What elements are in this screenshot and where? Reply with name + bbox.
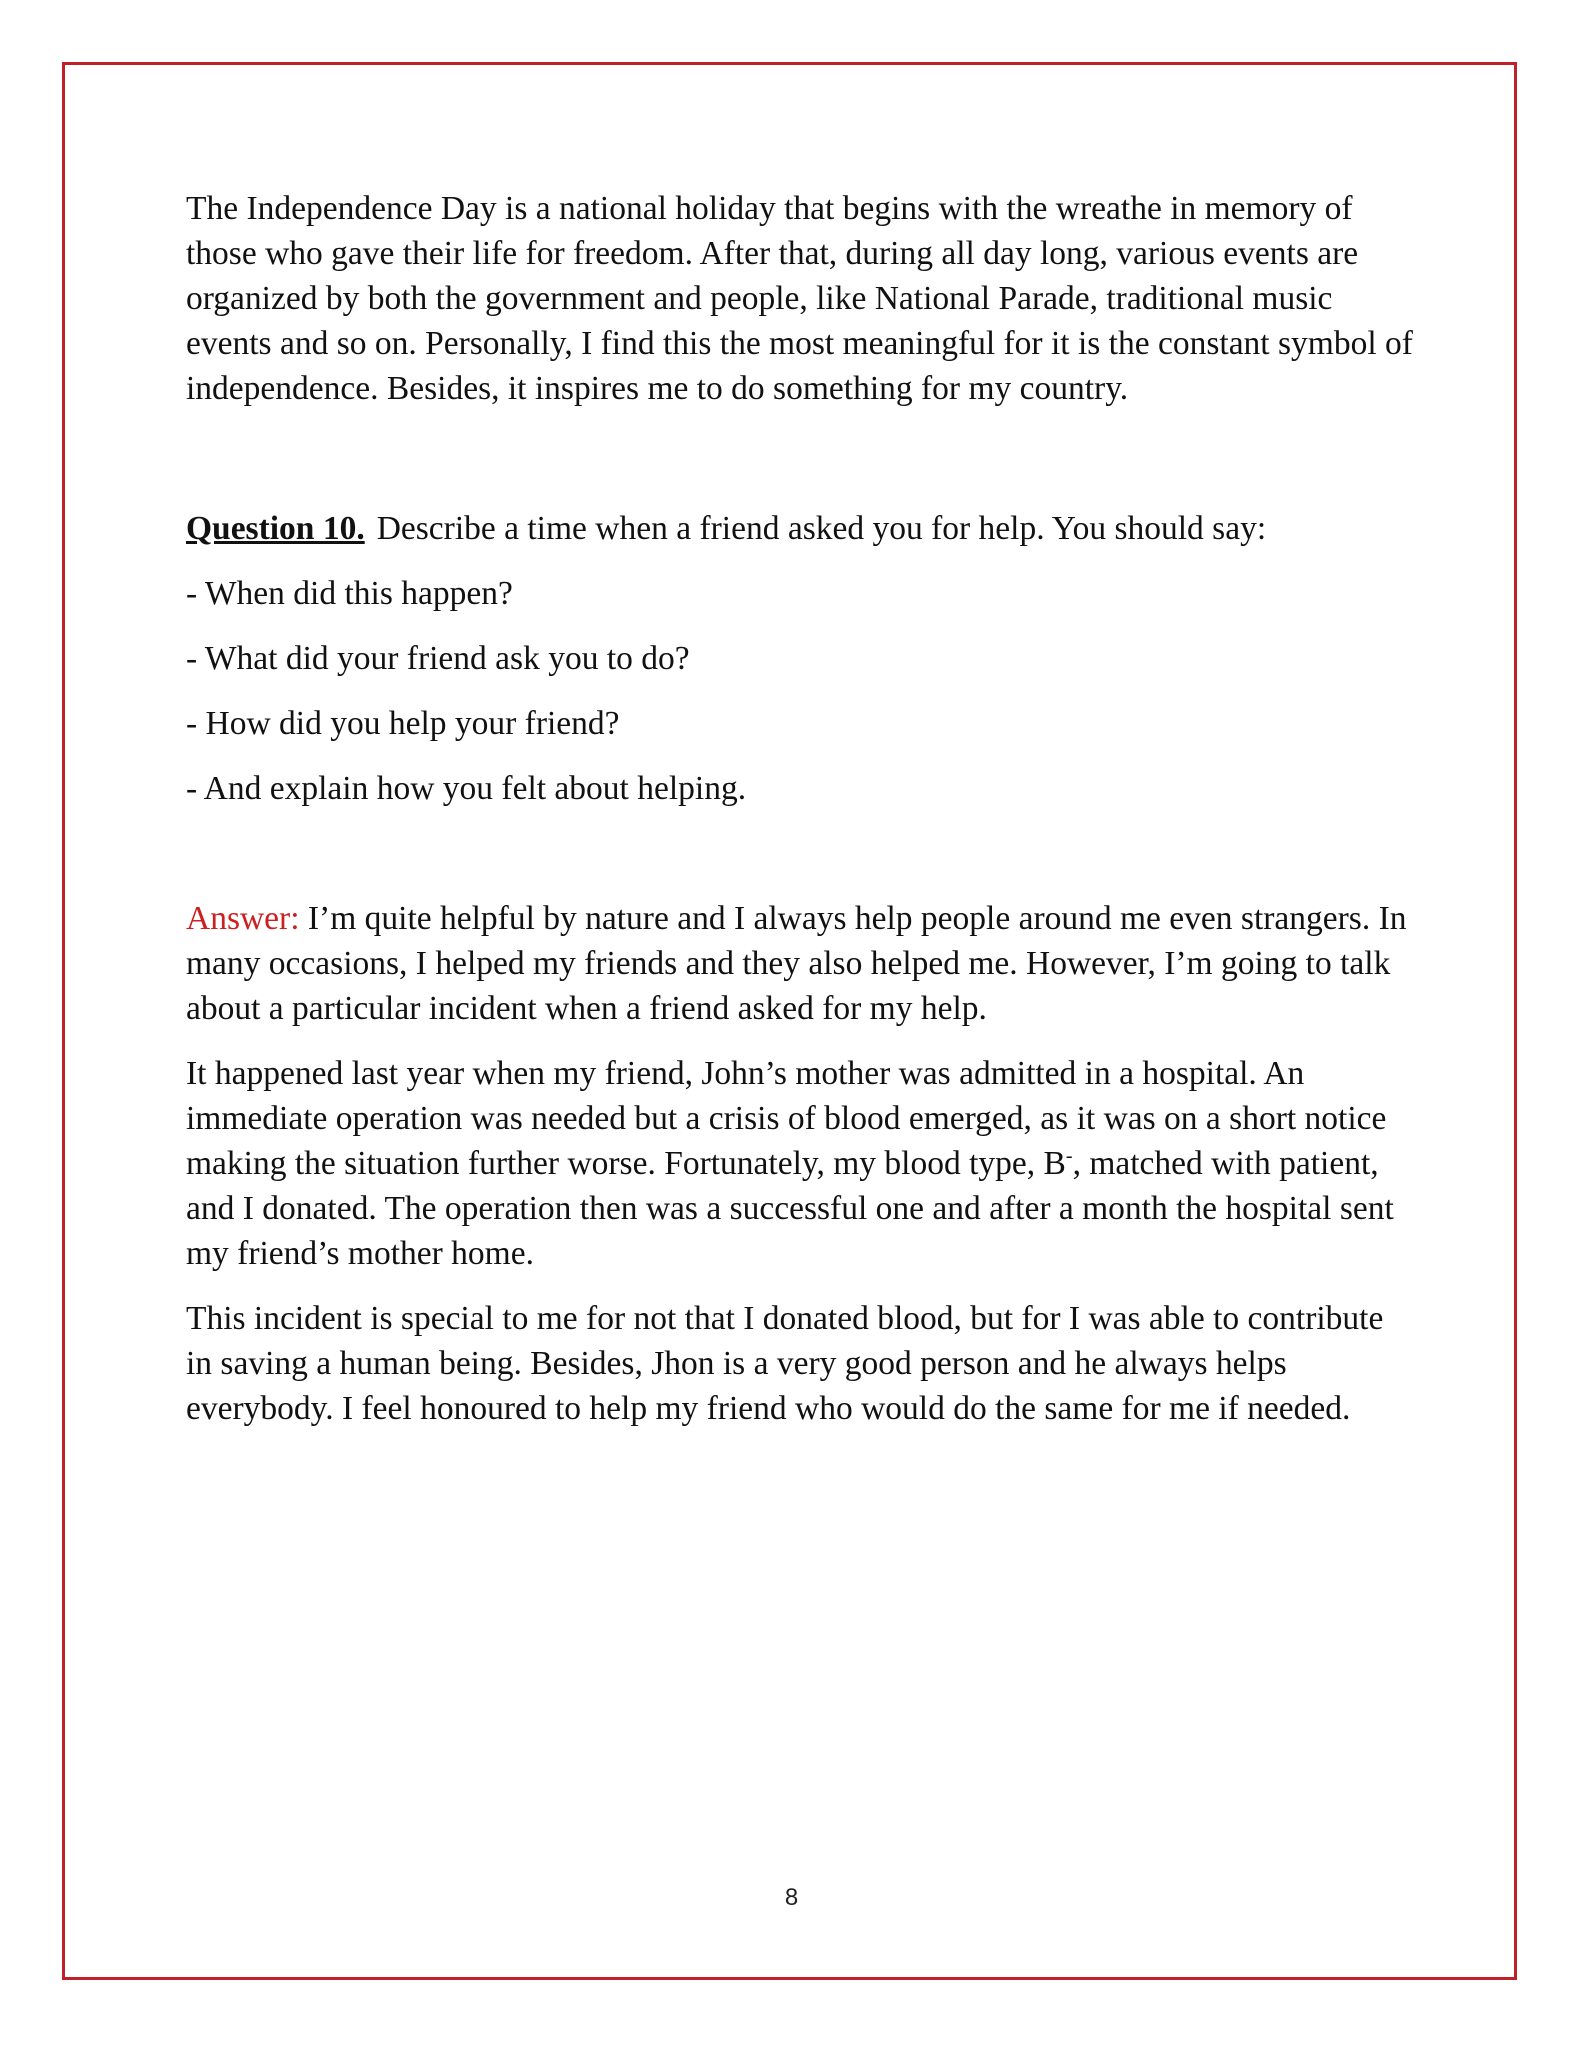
answer-paragraph-2 bbox=[186, 1051, 1416, 1276]
answer-paragraph-1 bbox=[186, 896, 1416, 1031]
question-line bbox=[186, 506, 1416, 551]
answer-paragraph-3: This incident is special to me for not that I donated blood, but for I was able to contribute in saving a human being. Besides, Jhon is a very good person and he always helps everybody. I feel honoured to help my friend who would do the same for me if needed. bbox=[186, 1300, 1384, 1427]
question-bullet: - How did you help your friend? bbox=[186, 705, 620, 742]
question-bullet: - When did this happen? bbox=[186, 575, 513, 612]
answer-block bbox=[186, 896, 1416, 1431]
question-text: Describe a time when a friend asked you for help. You should say: bbox=[376, 510, 1267, 547]
intro-paragraph: The Independence Day is a national holiday that begins with the wreathe in memory of those who gave their life for freedom. After that, during all day long, various events are organized by both the government and people, like National Parade, traditional music events and so on. Personally, I find this the most meaningful for it is the constant symbol of independence. Besides, it inspires me to do something for my country. bbox=[186, 190, 1413, 407]
blood-type-superscript: - bbox=[1065, 1144, 1073, 1167]
question-title: Question 10. bbox=[186, 510, 365, 547]
answer-paragraph-1-text: I’m quite helpful by nature and I always help people around me even strangers. In many occasions, I helped my friends and they also helped me. However, I’m going to talk about a particular incident when a friend asked for my help. bbox=[186, 900, 1407, 1027]
question-block bbox=[186, 506, 1416, 811]
page-content bbox=[186, 186, 1416, 1431]
question-bullet: - What did your friend ask you to do? bbox=[186, 640, 690, 677]
answer-paragraph-2-after: , matched with patient, and I donated. The operation then was a successful one and after a month the hospital sent my friend’s mother home. bbox=[186, 1145, 1394, 1272]
answer-label: Answer: bbox=[186, 900, 300, 937]
page-number: 8 bbox=[784, 1884, 799, 1911]
question-bullet: - And explain how you felt about helping. bbox=[186, 770, 747, 807]
answer-paragraph-2-before: It happened last year when my friend, John’s mother was admitted in a hospital. An immediate operation was needed but a crisis of blood emerged, as it was on a short notice making the situation further worse. Fortunately, my blood type, B bbox=[186, 1055, 1387, 1182]
